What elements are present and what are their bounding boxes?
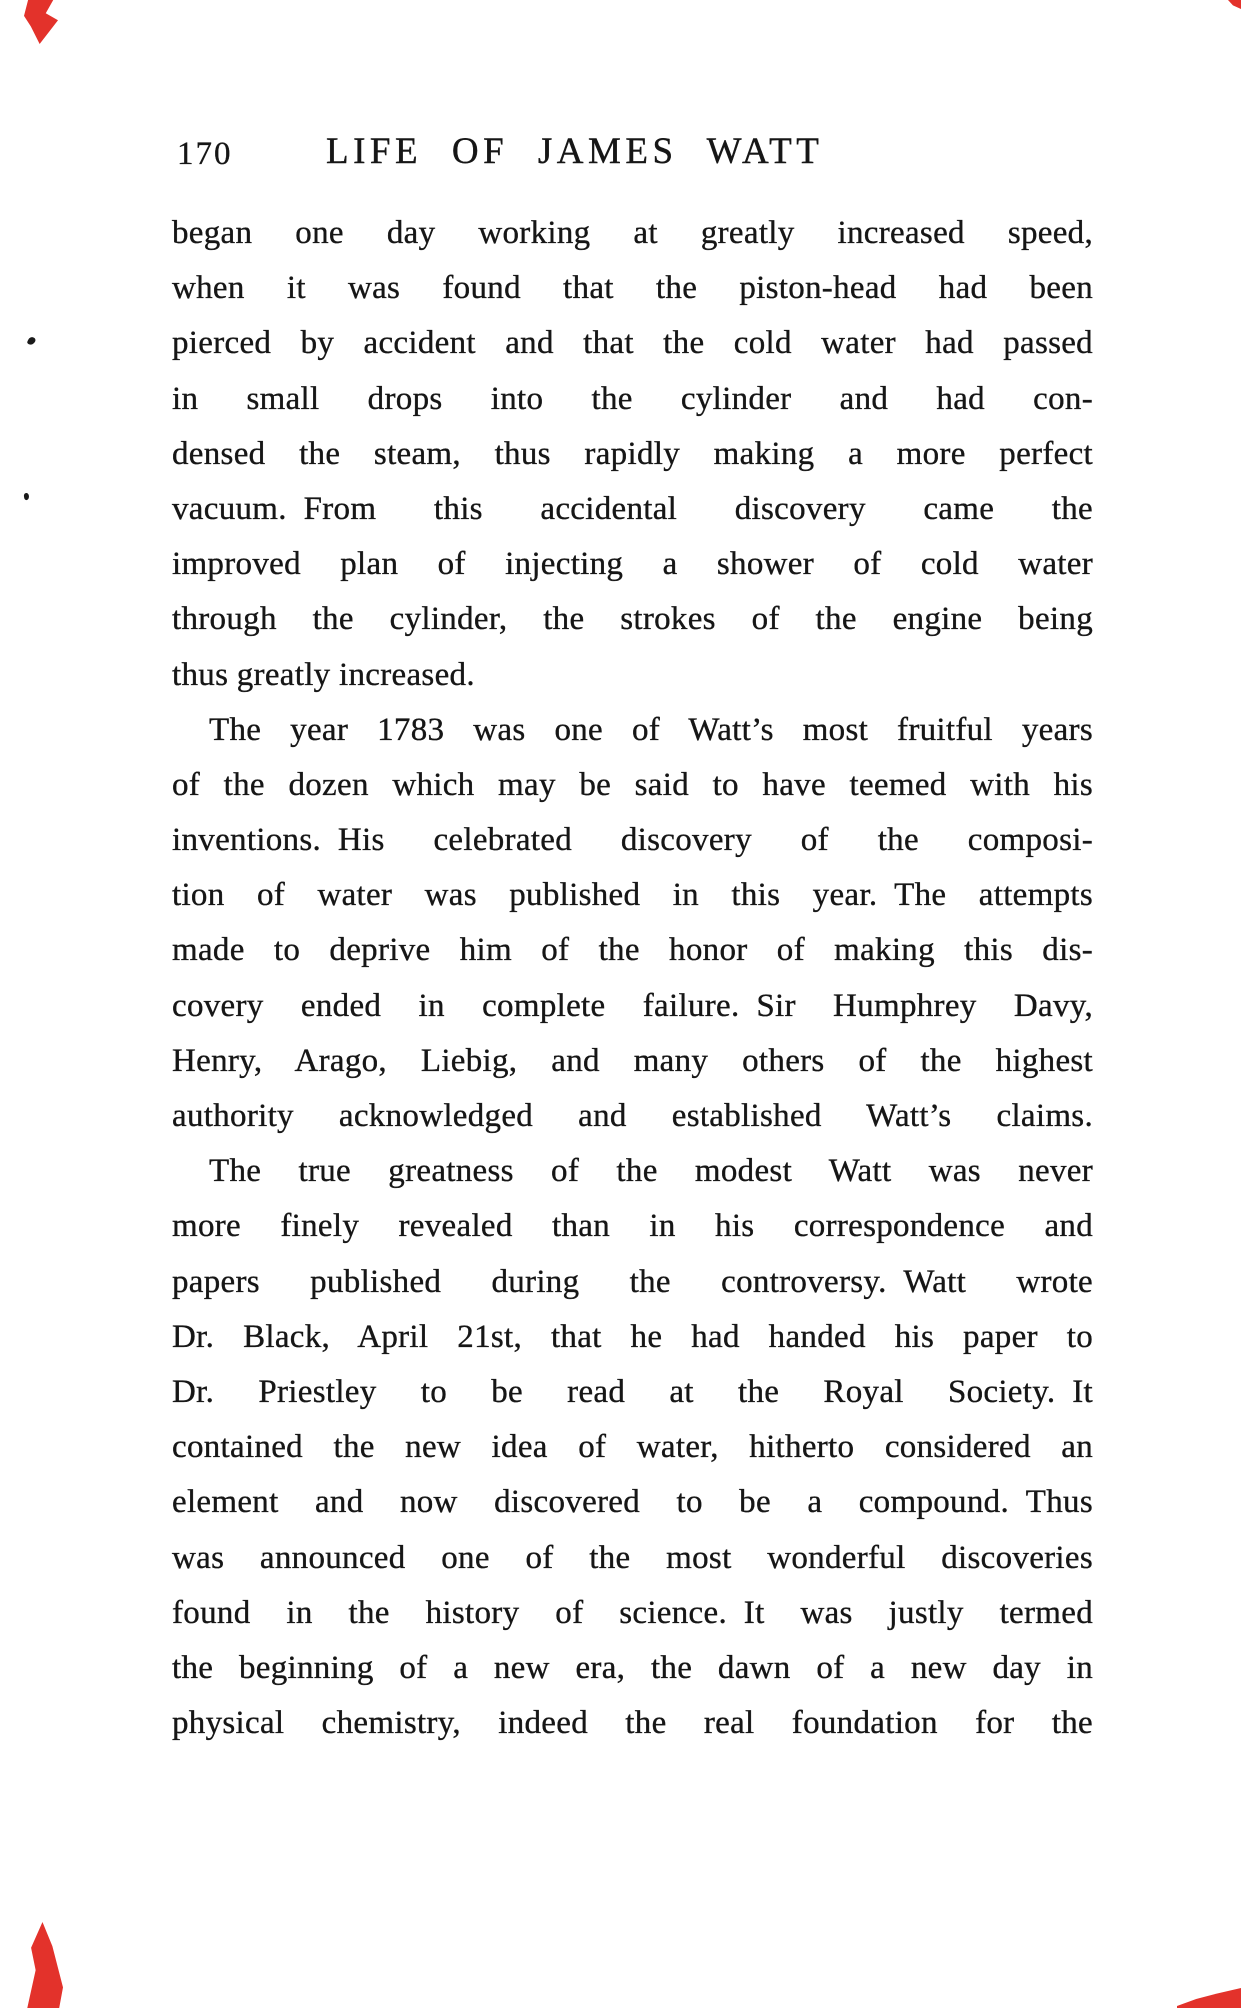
text-line: densed the steam, thus rapidly making a more perfect bbox=[172, 435, 1093, 472]
text-line: thus greatly increased. bbox=[172, 656, 475, 693]
text-line: papers published during the controversy. Watt wrote bbox=[172, 1263, 1093, 1300]
text-line: Dr. Black, April 21st, that he had handed his paper to bbox=[172, 1318, 1093, 1355]
text-line: began one day working at greatly increased speed, bbox=[172, 215, 1093, 251]
text-line: improved plan of injecting a shower of cold water bbox=[172, 546, 1093, 583]
ink-speck bbox=[23, 493, 29, 501]
ink-speck bbox=[27, 336, 37, 346]
text-line: The true greatness of the modest Watt was never bbox=[209, 1153, 1093, 1190]
scan-corner-mark-top-left bbox=[24, 0, 58, 44]
text-line: element and now discovered to be a compound. Thus bbox=[172, 1484, 1093, 1521]
scan-corner-mark-top-right bbox=[1228, 0, 1241, 9]
text-line: contained the new idea of water, hitherto considered an bbox=[172, 1429, 1093, 1466]
text-line: The year 1783 was one of Watt’s most fruitful years bbox=[209, 711, 1093, 748]
text-line: vacuum. From this accidental discovery came the bbox=[172, 490, 1093, 527]
scan-corner-mark-bottom-left bbox=[25, 1922, 63, 2008]
text-line: physical chemistry, indeed the real foundation for the bbox=[172, 1705, 1093, 1742]
text-line: through the cylinder, the strokes of the engine being bbox=[172, 601, 1093, 638]
text-line: of the dozen which may be said to have teemed with his bbox=[172, 766, 1093, 803]
text-line: Henry, Arago, Liebig, and many others of the highest bbox=[172, 1042, 1093, 1079]
running-header-title: LIFE OF JAMES WATT bbox=[326, 131, 824, 172]
text-line: made to deprive him of the honor of making this dis- bbox=[172, 932, 1093, 969]
scan-corner-mark-bottom-right bbox=[1177, 1988, 1241, 2008]
text-line: inventions. His celebrated discovery of the composi- bbox=[172, 822, 1093, 859]
text-line: authority acknowledged and established Watt’s claims. bbox=[172, 1098, 1093, 1134]
page-number: 170 bbox=[177, 136, 233, 172]
text-line: the beginning of a new era, the dawn of a new day in bbox=[172, 1649, 1093, 1686]
text-line: tion of water was published in this year. The attempts bbox=[172, 877, 1093, 914]
text-line: found in the history of science. It was justly termed bbox=[172, 1594, 1093, 1631]
text-line: was announced one of the most wonderful discoveries bbox=[172, 1539, 1093, 1576]
page-body bbox=[172, 206, 1093, 1751]
text-line: in small drops into the cylinder and had con- bbox=[172, 380, 1093, 417]
text-line: more finely revealed than in his correspondence and bbox=[172, 1208, 1093, 1245]
text-line: Dr. Priestley to be read at the Royal Society. It bbox=[172, 1373, 1093, 1410]
text-line: pierced by accident and that the cold water had passed bbox=[172, 325, 1093, 362]
text-line: covery ended in complete failure. Sir Humphrey Davy, bbox=[172, 987, 1093, 1024]
text-line: when it was found that the piston-head had been bbox=[172, 270, 1093, 307]
